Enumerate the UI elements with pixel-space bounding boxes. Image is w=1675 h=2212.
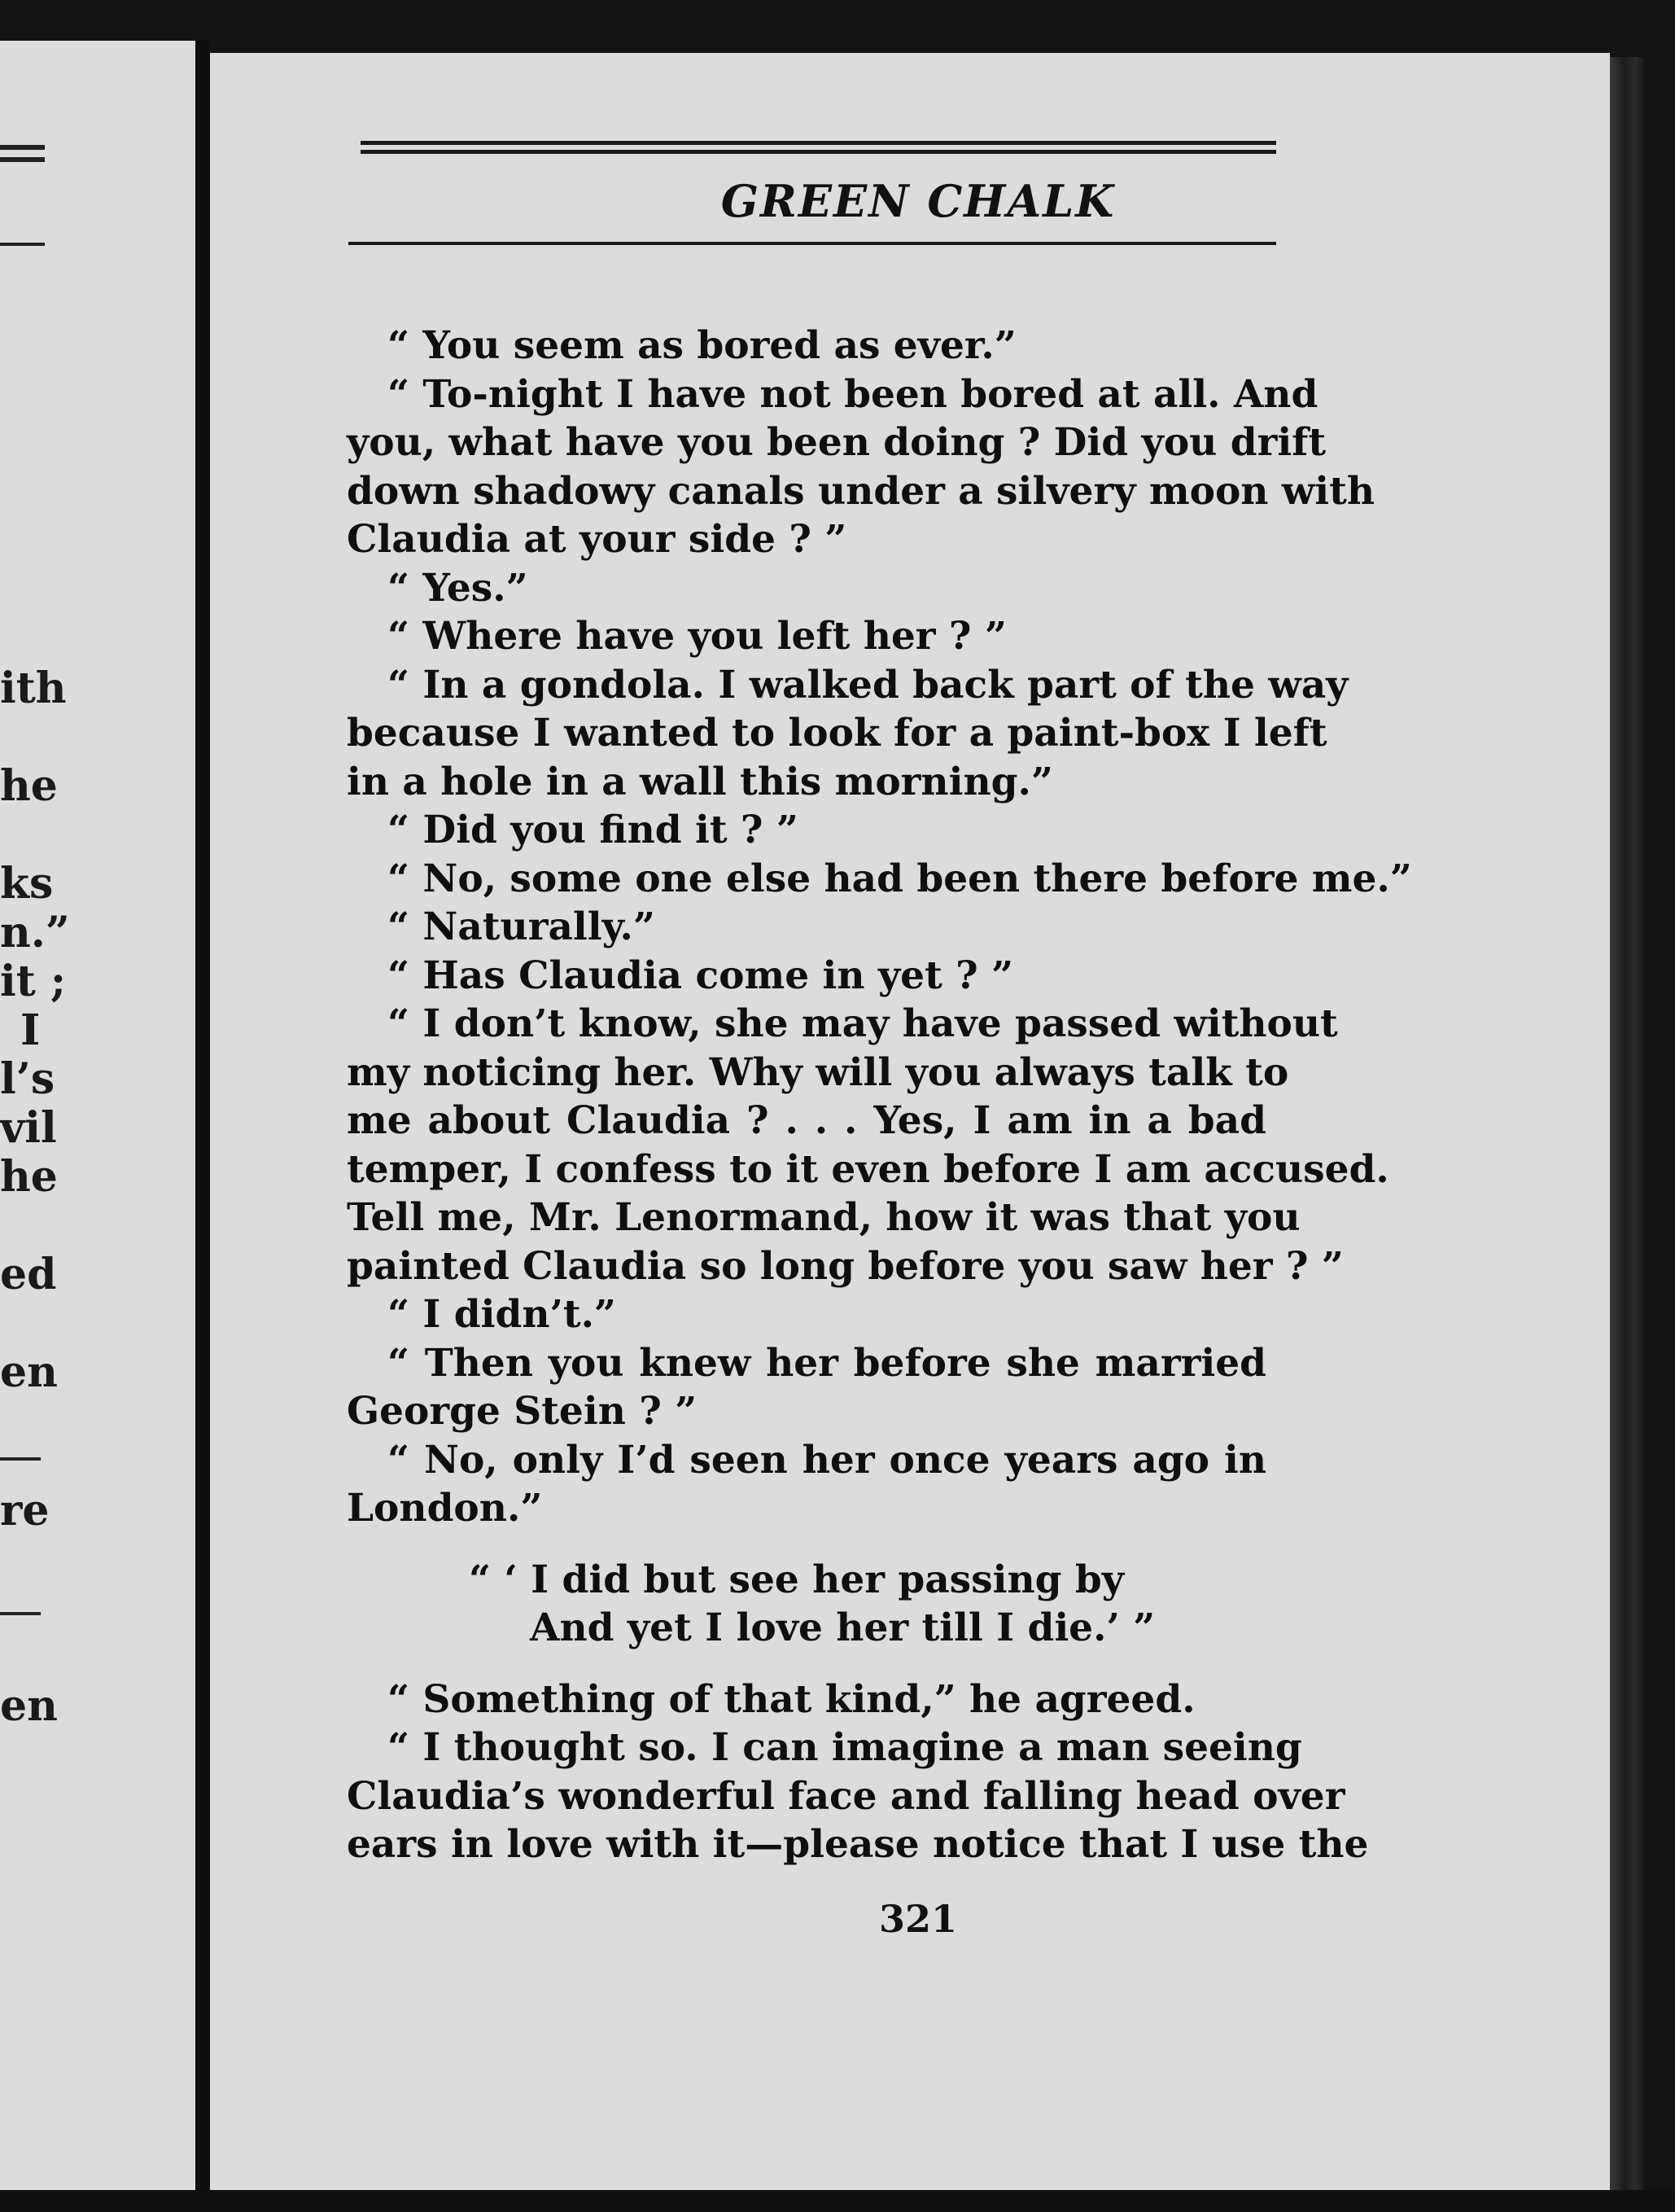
text-line: down shadowy canals under a silvery moon with [347, 468, 1375, 514]
text-line: ears in love with it—please notice that I use the [347, 1822, 1369, 1867]
text-line: “ Yes.” [387, 565, 528, 611]
left-page-rule [0, 145, 45, 150]
text-line: “ Something of that kind,” he agreed. [387, 1676, 1196, 1722]
text-line: “ Where have you left her ? ” [387, 614, 1007, 659]
text-line: “ To-night I have not been bored at all. And [387, 371, 1319, 417]
text-line: “ Did you find it ? ” [387, 808, 798, 852]
text-line: “ No, some one else had been there before me.” [387, 856, 1412, 901]
left-page-fragment: ks [0, 859, 54, 909]
text-line: “ You seem as bored as ever.” [387, 323, 1017, 368]
left-page-fragment: vil [0, 1103, 57, 1153]
text-line: “ In a gondola. I walked back part of the way [387, 662, 1349, 707]
header-rule-bottom [348, 242, 1276, 245]
left-page-rule [0, 157, 45, 162]
left-page-fragment: re [0, 1486, 50, 1535]
text-line: in a hole in a wall this morning.” [347, 759, 1053, 804]
verse-line: “ ‘ I did but see her passing by [469, 1557, 1125, 1602]
text-line: painted Claudia so long before you saw her ? ” [347, 1243, 1344, 1289]
text-line: me about Claudia ? . . . Yes, I am in a bad [347, 1098, 1266, 1143]
text-line: “ Has Claudia come in yet ? ” [387, 953, 1014, 998]
text-line: “ I didn’t.” [387, 1292, 616, 1337]
text-line: Claudia’s wonderful face and falling head over [347, 1773, 1345, 1819]
header-rule-top [361, 141, 1276, 145]
text-line: “ Naturally.” [387, 905, 655, 949]
text-line: “ I thought so. I can imagine a man seeing [387, 1725, 1302, 1770]
scan-border [0, 2190, 1675, 2212]
left-page-fragment: it ; [0, 957, 67, 1006]
text-line: “ Then you knew her before she married [387, 1340, 1266, 1386]
text-line: my noticing her. Why will you always talk to [347, 1049, 1289, 1095]
book-binding-edge [1610, 57, 1647, 2190]
text-line: “ No, only I’d seen her once years ago in [387, 1437, 1266, 1483]
text-line: because I wanted to look for a paint-box I left [347, 711, 1327, 756]
text-line: London.” [347, 1486, 543, 1531]
text-line: Tell me, Mr. Lenormand, how it was that you [347, 1195, 1301, 1240]
text-line: “ I don’t know, she may have passed without [387, 1001, 1338, 1046]
text-line: temper, I confess to it even before I am accused. [347, 1146, 1389, 1192]
running-head: GREEN CHALK [720, 175, 1116, 227]
text-line: Claudia at your side ? ” [347, 517, 847, 562]
header-rule-top-second [361, 150, 1276, 154]
page-number: 321 [878, 1897, 958, 1941]
left-page-fragment: ith [0, 664, 67, 713]
left-page-fragment: en [0, 1347, 58, 1397]
verse-line: And yet I love her till I die.’ ” [530, 1605, 1156, 1650]
book-page [210, 53, 1610, 2190]
left-page-fragment: he [0, 761, 58, 811]
left-page-fragment: n.” [0, 908, 70, 957]
left-page-fragment: ed [0, 1250, 57, 1299]
left-page-rule [0, 1612, 41, 1615]
left-page-fragment: he [0, 1152, 58, 1202]
left-page-fragment: en [0, 1681, 58, 1731]
left-page-fragment: I [20, 1005, 41, 1055]
page-gutter [195, 41, 210, 2190]
left-page-rule [0, 243, 45, 246]
text-line: George Stein ? ” [347, 1389, 698, 1434]
body-text [347, 322, 1412, 1869]
left-page-rule [0, 1457, 41, 1461]
text-line: you, what have you been doing ? Did you drift [347, 420, 1327, 465]
left-page-fragment: l’s [0, 1054, 55, 1104]
previous-page-edge [0, 41, 195, 2190]
